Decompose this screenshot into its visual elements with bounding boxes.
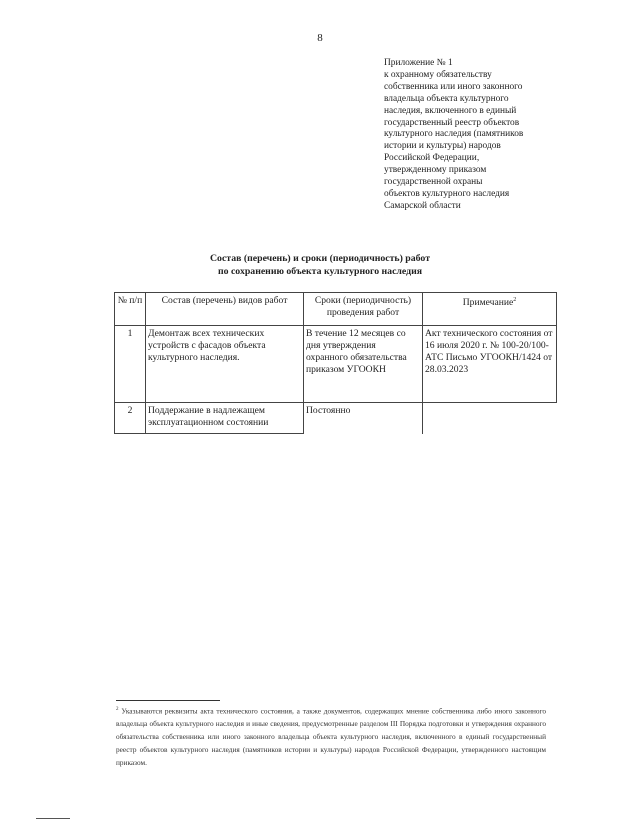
appendix-line: государственной охраны: [384, 177, 483, 188]
footnote-text: Указываются реквизиты акта технического состояния, а также документов, содержащих мнение собственника либо иного законного владельца объекта культурного наследия и иные сведения, предусмотренные разделом III Порядка подготовки и утверждения охранного обязательства собственника или иного законного владельца объекта культурного наследия, включенного в единый государственный реестр объектов культурного наследия (памятников истории и культуры) народов Российской Федерации, утвержденного настоящим приказом.: [116, 706, 546, 768]
header-number: № п/п: [115, 293, 146, 326]
works-table: [114, 292, 557, 434]
bottom-divider: [36, 818, 70, 819]
appendix-line: утвержденному приказом: [384, 165, 487, 176]
page-number: 8: [317, 32, 323, 44]
cell-number: 2: [115, 403, 146, 434]
appendix-line: Российской Федерации,: [384, 153, 480, 164]
appendix-line: культурного наследия (памятников: [384, 129, 524, 140]
document-title: [0, 252, 640, 278]
footnote: [116, 703, 546, 769]
cell-composition: Демонтаж всех технических устройств с фасадов объекта культурного наследия.: [146, 326, 304, 403]
footnote-marker: 2: [116, 707, 119, 712]
appendix-line: собственника или иного законного: [384, 81, 523, 92]
header-note-text: Примечание: [462, 297, 514, 309]
table-row: [115, 403, 557, 434]
appendix-line: истории и культуры) народов: [384, 141, 501, 152]
cell-terms: Постоянно: [304, 403, 423, 434]
cell-note: Акт технического состояния от 16 июля 2020 г. № 100-20/100-АТС Письмо УГООКН/1424 от 28.03.2023: [423, 326, 557, 403]
cell-number: 1: [115, 326, 146, 403]
cell-note: [423, 403, 557, 434]
title-line-1: Состав (перечень) и сроки (периодичность) работ: [209, 253, 431, 264]
appendix-line: Приложение № 1: [384, 58, 453, 68]
title-line-2: по сохранению объекта культурного наследия: [217, 266, 423, 277]
header-note: [423, 293, 557, 326]
appendix-line: владельца объекта культурного: [384, 93, 509, 104]
appendix-line: к охранному обязательству: [384, 69, 492, 80]
cell-terms: В течение 12 месяцев со дня утверждения охранного обязательства приказом УГООКН: [304, 326, 423, 403]
footnote-ref: 2: [513, 297, 517, 303]
header-terms: Сроки (периодичность) проведения работ: [304, 293, 423, 326]
appendix-line: Самарской области: [384, 200, 461, 211]
footnote-divider: [116, 700, 220, 701]
table-row: [115, 326, 557, 403]
cell-composition: Поддержание в надлежащем эксплуатационном состоянии: [146, 403, 304, 434]
appendix-line: объектов культурного наследия: [384, 188, 510, 199]
table-header-row: [115, 293, 557, 326]
appendix-line: наследия, включенного в единый: [384, 105, 517, 116]
header-composition: Состав (перечень) видов работ: [146, 293, 304, 326]
appendix-line: государственный реестр объектов: [384, 117, 520, 128]
appendix-header: [384, 58, 584, 213]
